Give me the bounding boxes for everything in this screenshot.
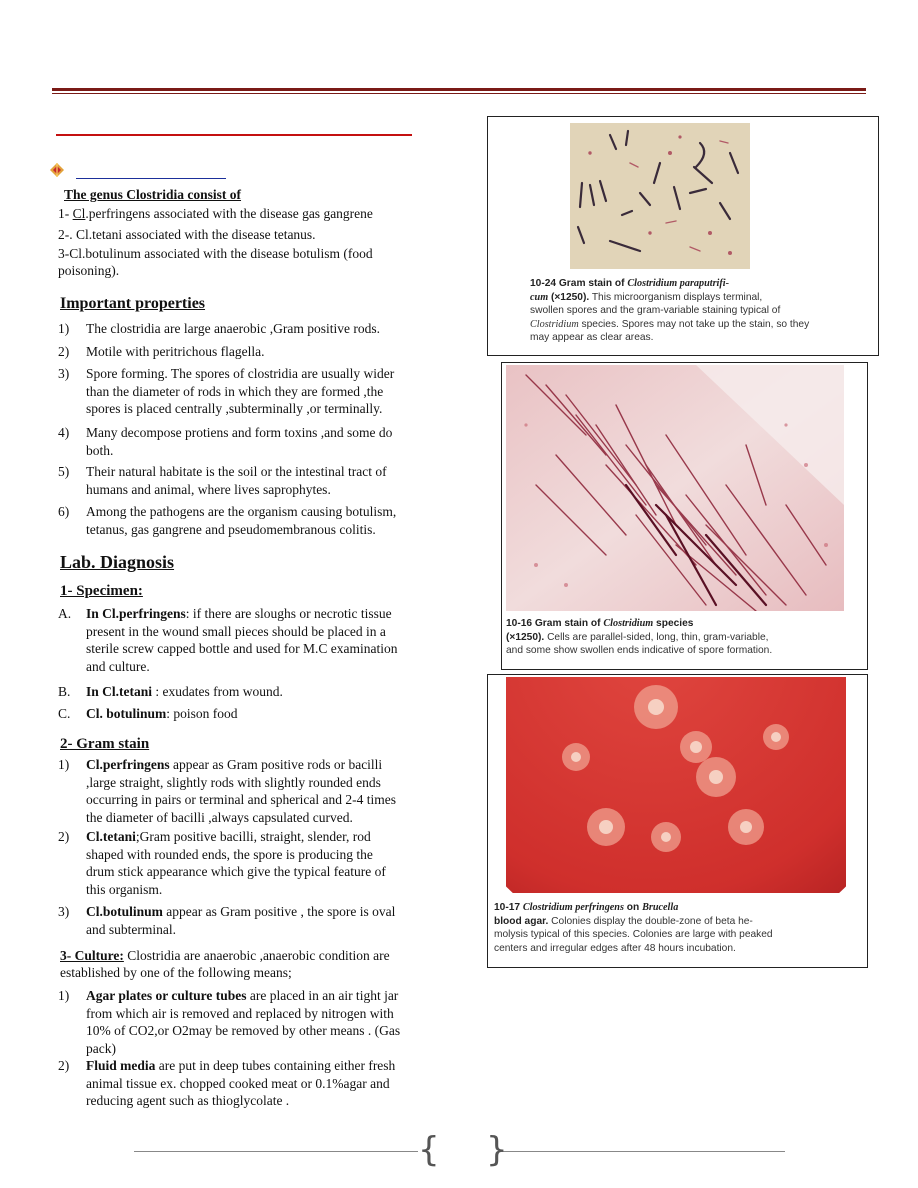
property-text: tetanus, gas gangrene and pseudomembranous colitis. xyxy=(86,521,376,537)
genus-item: 2-. Cl.tetani associated with the disease tetanus. xyxy=(58,227,316,242)
gram-stain-micrograph-2 xyxy=(506,365,844,611)
culture-item-text: Fluid media are put in deep tubes containing either fresh xyxy=(86,1058,396,1073)
culture-item-number: 2) xyxy=(58,1058,70,1073)
culture-item-number: 1) xyxy=(58,988,70,1003)
specimen-text: In Cl.perfringens: if there are sloughs or necrotic tissue xyxy=(86,606,392,621)
gram-text: this organism. xyxy=(86,881,163,897)
genus-item: 3-Cl.botulinum associated with the disease botulism (food xyxy=(58,246,373,261)
culture-item-text: pack) xyxy=(86,1040,116,1056)
culture-item-text: animal tissue ex. chopped cooked meat or 0.1%agar and xyxy=(86,1075,390,1091)
caption-line: cum (×1250). This microorganism displays terminal, xyxy=(530,291,763,303)
figure-10-16 xyxy=(501,362,868,670)
property-text: Spore forming. The spores of clostridia are usually wider xyxy=(86,366,395,381)
gram-text: Cl.botulinum appear as Gram positive , the spore is oval xyxy=(86,904,396,919)
culture-item-text: from which air is removed and replaced by nitrogen with xyxy=(86,1005,394,1021)
property-number: 2) xyxy=(58,344,70,359)
gram-text: the diameter of bacilli ,always capsulated curved. xyxy=(86,809,353,825)
property-text: The clostridia are large anaerobic ,Gram positive rods. xyxy=(86,321,381,336)
caption-line: 10-16 Gram stain of Clostridium species xyxy=(506,618,694,629)
property-number: 5) xyxy=(58,464,70,479)
gram-stain-micrograph-1 xyxy=(570,123,750,269)
specimen-text: Cl. botulinum: poison food xyxy=(86,706,238,721)
gram-number: 2) xyxy=(58,829,70,844)
caption-line: and some show swollen ends indicative of spore formation. xyxy=(506,645,773,657)
genus-item: poisoning). xyxy=(58,263,120,278)
footer-right-brace: } xyxy=(486,1130,508,1170)
culture-intro-2: established by one of the following means; xyxy=(60,965,292,980)
specimen-number: C. xyxy=(58,706,71,721)
caption-line: 10-24 Gram stain of Clostridium paraputrifi- xyxy=(530,278,730,289)
caption-line: Clostridium species. Spores may not take up the stain, so they xyxy=(530,318,810,330)
footer-left-brace: { xyxy=(418,1130,440,1170)
culture-intro: 3- Culture: Clostridia are anaerobic ,anaerobic condition are xyxy=(60,948,390,963)
caption-line: swollen spores and the gram-variable staining typical of xyxy=(530,305,781,317)
caption-line: may appear as clear areas. xyxy=(530,332,654,344)
caption-line: blood agar. Colonies display the double-zone of beta he- xyxy=(494,915,753,927)
property-text: Motile with peritrichous flagella. xyxy=(86,344,265,359)
gram-text: drum stick appearance which give the typical feature of xyxy=(86,864,386,879)
property-text: Many decompose protiens and form toxins ,and some do xyxy=(86,425,393,440)
gram-text: occurring in pairs or terminal and spherical and 2-4 times xyxy=(86,792,397,807)
genus-title: The genus Clostridia consist of xyxy=(64,187,242,202)
footer-rule-left xyxy=(134,1151,418,1152)
caption-line: 10-17 Clostridium perfringens on Brucella xyxy=(494,902,679,913)
property-number: 3) xyxy=(58,366,70,381)
property-number: 6) xyxy=(58,504,70,519)
culture-item-text: 10% of CO2,or O2may be removed by other means . (Gas xyxy=(86,1023,401,1038)
specimen-text: sterile screw capped bottle and used for M.C examination xyxy=(86,641,398,656)
specimen-number: A. xyxy=(58,606,72,621)
gram-stain-heading: 2- Gram stain xyxy=(60,736,150,752)
gram-text: ,large straight, slightly rods with slightly rounded ends xyxy=(86,774,381,790)
gram-text: shaped with rounded ends, the spore is producing the xyxy=(86,846,373,862)
gram-text: and subterminal. xyxy=(86,921,176,937)
caption-line: (×1250). Cells are parallel-sided, long, thin, gram-variable, xyxy=(506,631,769,643)
left-column xyxy=(58,0,438,1188)
property-number: 4) xyxy=(58,425,70,440)
property-text: Their natural habitate is the soil or the intestinal tract of xyxy=(86,464,387,479)
figure-10-17-caption xyxy=(494,901,864,955)
figure-10-17 xyxy=(487,674,868,968)
property-text: spores is placed centrally ,subterminally ,or terminally. xyxy=(86,401,383,416)
specimen-text: present in the wound small pieces should be placed in a xyxy=(86,623,386,639)
gram-text: Cl.tetani;Gram positive bacilli, straight, slender, rod xyxy=(86,829,371,844)
caption-line: centers and irregular edges after 48 hours incubation. xyxy=(494,942,736,954)
figure-10-24 xyxy=(487,116,879,356)
genus-item: 1- Cl.perfringens associated with the disease gas gangrene xyxy=(58,206,373,221)
gram-text: Cl.perfringens appear as Gram positive rods or bacilli xyxy=(86,757,383,772)
caption-line: molysis typical of this species. Colonies are large with peaked xyxy=(494,929,773,941)
property-text: both. xyxy=(86,442,114,458)
property-text: than the diameter of rods in which they are formed ,the xyxy=(86,383,384,399)
property-number: 1) xyxy=(58,321,70,336)
property-text: Among the pathogens are the organism causing botulism, xyxy=(86,504,397,519)
figure-10-16-caption xyxy=(506,617,862,658)
specimen-text: In Cl.tetani : exudates from wound. xyxy=(86,684,283,699)
footer-rule-right xyxy=(502,1151,785,1152)
specimen-text: and culture. xyxy=(86,658,150,674)
specimen-heading: 1- Specimen: xyxy=(60,583,143,599)
property-text: humans and animal, where lives saprophytes. xyxy=(86,481,331,497)
specimen-number: B. xyxy=(58,684,71,699)
gram-number: 3) xyxy=(58,904,70,919)
culture-item-text: reducing agent such as thioglycolate . xyxy=(86,1093,290,1108)
figure-10-24-caption xyxy=(530,277,870,345)
lab-diagnosis-heading: Lab. Diagnosis xyxy=(60,552,175,572)
culture-item-text: Agar plates or culture tubes are placed in an air tight jar xyxy=(86,988,399,1003)
blood-agar-plate-photo xyxy=(506,677,846,893)
properties-heading: Important properties xyxy=(60,295,206,312)
gram-number: 1) xyxy=(58,757,70,772)
